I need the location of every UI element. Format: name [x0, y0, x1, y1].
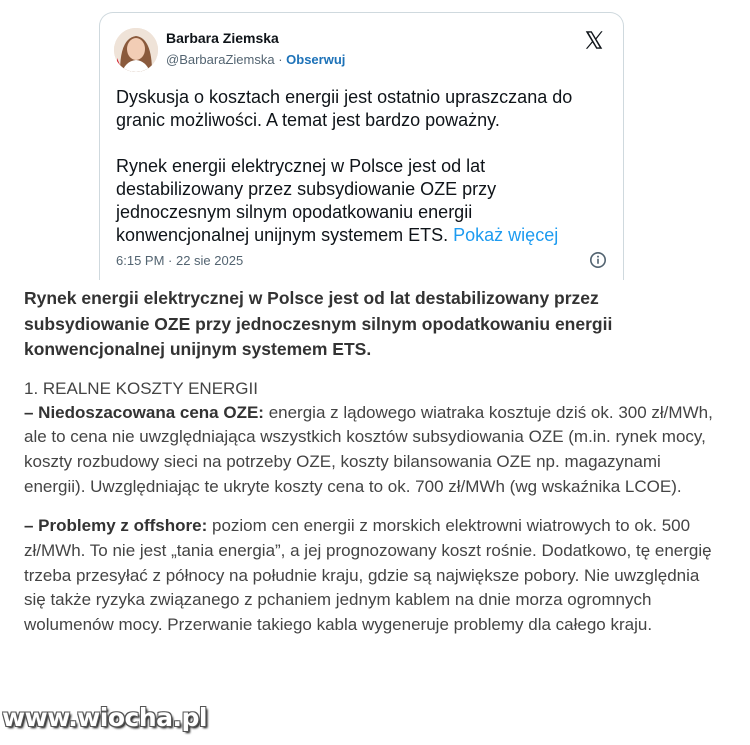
article-paragraph [24, 401, 714, 500]
author-avatar[interactable] [114, 28, 158, 72]
author-meta [166, 52, 345, 67]
tweet-paragraph-text: Rynek energii elektrycznej w Polsce jest od lat destabilizowany przez subsydiowanie OZE przy jednoczesnym silnym opodatkowaniu energii konwencjonalnej unijnym systemem ETS. [116, 156, 497, 245]
follow-button[interactable]: Obserwuj [286, 52, 346, 67]
section-title: 1. REALNE KOSZTY ENERGII [24, 378, 258, 398]
tweet-timestamp[interactable]: 6:15 PM · 22 sie 2025 [116, 253, 244, 268]
tweet-paragraph: Dyskusja o kosztach energii jest ostatnio upraszczana do granic możliwości. A temat jest bardzo poważny. [116, 87, 573, 130]
article-paragraph [24, 514, 714, 638]
article-headline: Rynek energii elektrycznej w Polsce jest od lat destabilizowany przez subsydiowanie OZE przy jednoczesnym silnym opodatkowaniu energii konwencjonalnej unijnym systemem ETS. [24, 288, 613, 359]
meta-separator: · [274, 52, 287, 67]
paragraph-text: poziom cen energii z morskich elektrowni wiatrowych to ok. 500 zł/MWh. To nie jest „tania energia”, a jej prognozowany koszt rośnie. Dodatkowo, tę energię trzeba przesyłać z północy na południe kraju, gdzie są największe pobory. Nie uwzględnia się także ryzyka związanego z pchaniem jednym kablem na dnie morza ogromnych wolumenów mocy. Przerwanie takiego kabla wygeneruje problemy dla całego kraju. [24, 516, 712, 635]
tweet-paragraph [116, 155, 606, 247]
paragraph-lead: – Problemy z offshore: [24, 516, 208, 536]
author-handle[interactable]: @BarbaraZiemska [166, 52, 275, 67]
show-more-link[interactable]: Pokaż więcej [453, 225, 559, 245]
article-body [24, 286, 714, 638]
site-watermark: www.wiocha.pl [2, 703, 207, 732]
tweet-body [116, 86, 606, 247]
paragraph-text: energia z lądowego wiatraka kosztuje dziś ok. 300 zł/MWh, ale to cena nie uwzględniająca wszystkich kosztów subsydiowania OZE (m.in. rynek mocy, koszty rozbudowy sieci na potrzeby OZE, koszty bilansowania OZE np. magazynami energii). Uwzględniając te ukryte koszty cena to ok. 700 zł/MWh (wg wskaźnika LCOE). [24, 402, 713, 496]
avatar-photo [114, 28, 158, 72]
embedded-tweet-card [99, 12, 624, 280]
paragraph-lead: – Niedoszacowana cena OZE: [24, 402, 264, 422]
author-name[interactable]: Barbara Ziemska [166, 30, 279, 46]
info-icon[interactable] [589, 251, 607, 269]
x-logo-icon[interactable] [583, 29, 605, 51]
